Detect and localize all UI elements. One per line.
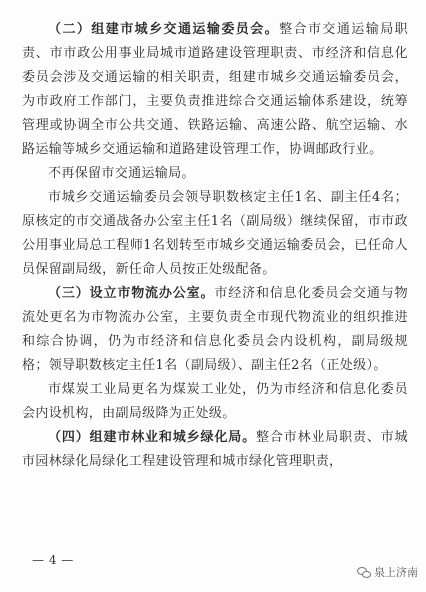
paragraph-4 [22, 282, 408, 378]
paragraph-1 [22, 18, 408, 162]
watermark [357, 564, 418, 580]
document-body [22, 18, 408, 474]
watermark-text: 泉上济南 [374, 566, 418, 579]
paragraph-text: 市城乡交通运输委员会领导职数核定主任1名、副主任4名；原核定的市交通战备办公室主任1名（副局级）继续保留，市市政公用事业局总工程师1名划转至市城乡交通运输委员会，已任命人员保留副局级，新任命人员按正处级配备。 [22, 190, 408, 277]
section-heading-3: （三）设立市物流办公室。 [48, 286, 215, 301]
page-number: — 4 — [32, 553, 74, 567]
paragraph-2 [22, 162, 408, 186]
section-heading-2: （二）组建市城乡交通运输委员会。 [48, 22, 280, 37]
paragraph-3 [22, 186, 408, 282]
paragraph-text: 整合市交通运输局职责、市市政公用事业局城市道路建设管理职责、市经济和信息化委员会涉及交通运输的相关职责，组建市城乡交通运输委员会，为市政府工作部门，主要负责推进综合交通运输体系建设，统筹管理或协调全市公共交通、铁路运输、高速公路、航空运输、水路运输等城乡交通运输和道路建设管理工作，协调邮政行业。 [22, 22, 408, 157]
section-heading-4: （四）组建市林业和城乡绿化局。 [48, 430, 256, 445]
paragraph-text: 整合市林业局职责、市城市园林绿化局绿化工程建设管理和城市绿化管理职责， [22, 430, 408, 469]
paragraph-text: 市经济和信息化委员会交通与物流处更名为市物流办公室，主要负责全市现代物流业的组织推进和综合协调，仍为市经济和信息化委员会内设机构，副局级规格；领导职数核定主任1名（副局级）、副主任2名（正处级）。 [22, 286, 408, 373]
paragraph-text: 不再保留市交通运输局。 [48, 166, 195, 181]
wechat-icon [357, 566, 371, 578]
paragraph-text: 市煤炭工业局更名为煤炭工业处，仍为市经济和信息化委员会内设机构，由副局级降为正处级。 [22, 382, 408, 421]
paragraph-6 [22, 426, 408, 474]
paragraph-5 [22, 378, 408, 426]
